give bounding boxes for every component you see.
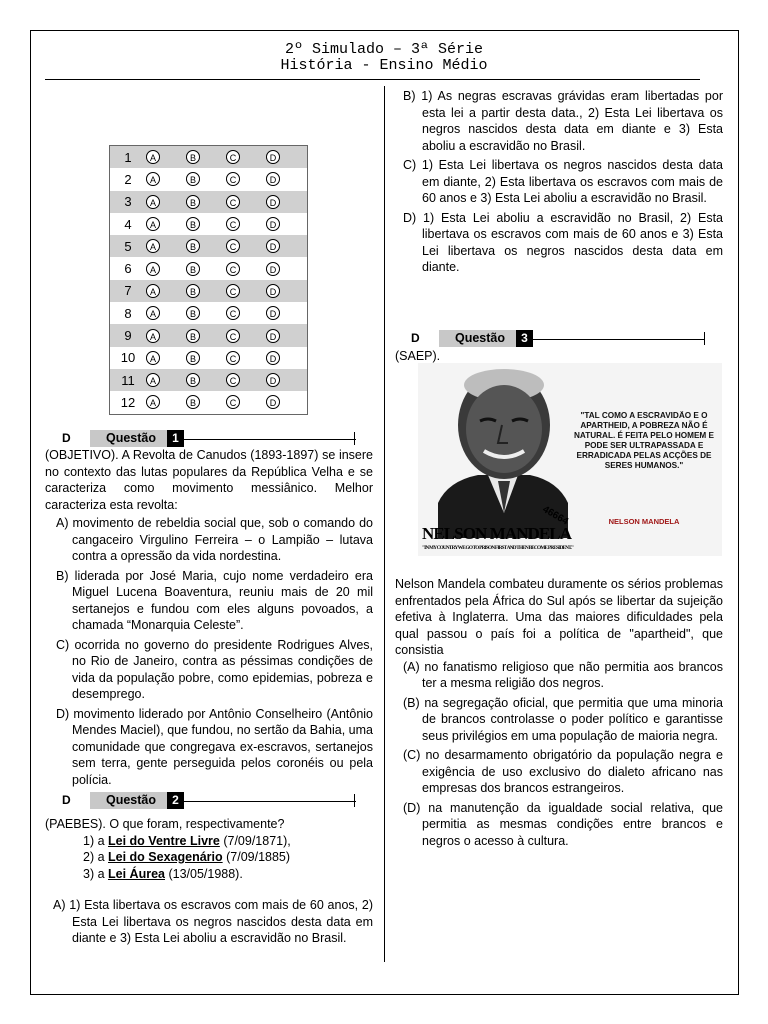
- question-2-option-a[interactable]: A) 1) Esta libertava os escravos com mais de 60 anos, 2) Esta Lei libertava os negros nascidos desta data em diante e 3) Esta Lei aboliu a escravidão no Brasil.: [53, 898, 373, 945]
- answer-bubble-c[interactable]: C: [226, 373, 240, 387]
- answer-bubble-a[interactable]: A: [146, 239, 160, 253]
- question-1-option-d[interactable]: D) movimento liderado por Antônio Conselheiro (Antônio Mendes Maciel), que fundou, no sertão da Bahia, uma comunidade que congregava ex-escravos, sertanejos sem terra, gente perseguida pelos coronéis ou pela polícia.: [56, 706, 373, 787]
- answer-bubble-b[interactable]: B: [186, 150, 200, 164]
- answer-bubble-d[interactable]: D: [266, 150, 280, 164]
- answer-row: [110, 391, 307, 413]
- answer-bubble-c[interactable]: C: [226, 284, 240, 298]
- answer-row: [110, 191, 307, 213]
- answer-bubble-b[interactable]: B: [186, 351, 200, 365]
- answer-bubble-d[interactable]: D: [266, 195, 280, 209]
- answer-bubble-b[interactable]: B: [186, 306, 200, 320]
- question-1: [45, 447, 373, 791]
- answer-bubble-b[interactable]: B: [186, 329, 200, 343]
- answer-bubble-c[interactable]: C: [226, 217, 240, 231]
- answer-bubble-c[interactable]: C: [226, 329, 240, 343]
- answer-bubble-c[interactable]: C: [226, 351, 240, 365]
- answer-bubble-b[interactable]: B: [186, 373, 200, 387]
- question-3-option-a[interactable]: (A) no fanatismo religioso que não permitia aos brancos ter a mesma religião dos negros.: [403, 659, 723, 690]
- header-tick: [354, 432, 355, 445]
- header-line: [184, 439, 356, 440]
- answer-row: [110, 146, 307, 168]
- answer-bubble-c[interactable]: C: [226, 172, 240, 186]
- answer-row-number: 4: [124, 216, 132, 232]
- question-2-option-c[interactable]: C) 1) Esta Lei libertava os negros nascidos desta data em diante, 2) Esta libertava os escravos com mais de 60 anos e 3) Esta Lei aboliu a escravidão no Brasil.: [403, 158, 723, 205]
- answer-bubble-b[interactable]: B: [186, 217, 200, 231]
- mandela-motto: "IN MY COUNTRY WE GO TO PRISON FIRST AND THEN BECOME PRESIDENT.": [422, 545, 574, 551]
- question-label: Questão: [90, 792, 168, 809]
- answer-row-number: 12: [120, 394, 136, 410]
- answer-row: [110, 168, 307, 190]
- answer-row-number: 3: [124, 194, 132, 210]
- question-label: Questão: [439, 330, 517, 347]
- answer-bubble-c[interactable]: C: [226, 306, 240, 320]
- answer-bubble-d[interactable]: D: [266, 217, 280, 231]
- answer-bubble-d[interactable]: D: [266, 284, 280, 298]
- header-tick: [354, 794, 355, 807]
- mandela-quote: "TAL COMO A ESCRAVIDÃO E O APARTHEID, A POBREZA NÃO É NATURAL. É FEITA PELO HOMEM E PODE SER ULTRAPASSADA E ERRADICADA PELAS ACÇÕES DE SERES HUMANOS.": [574, 411, 714, 470]
- answer-bubble-a[interactable]: A: [146, 284, 160, 298]
- answer-row: [110, 235, 307, 257]
- question-2-option-d[interactable]: D) 1) Esta Lei aboliu a escravidão no Brasil, 2) Esta libertava os escravos com mais de 60 anos e 3) Esta Lei libertava os negros nascidos desta data em diante.: [403, 210, 723, 274]
- answer-row-number: 8: [124, 305, 132, 321]
- header-subtitle: História - Ensino Médio: [280, 57, 488, 74]
- header-tick: [704, 332, 705, 345]
- answer-bubble-b[interactable]: B: [186, 262, 200, 276]
- answer-row: [110, 324, 307, 346]
- law-2: 2) a Lei do Sexagenário (7/09/1885): [83, 850, 291, 864]
- question-1-option-b[interactable]: B) liderada por José Maria, cujo nome verdadeiro era Miguel Lucena Boaventura, reuniu mais de 20 mil sertanejos e fundou com eles alguns povoados, a chamada “Monarquia Celeste”.: [56, 568, 373, 632]
- law-1: 1) a Lei do Ventre Livre (7/09/1871),: [83, 833, 291, 848]
- answer-bubble-c[interactable]: C: [226, 239, 240, 253]
- question-2-option-b[interactable]: B) 1) As negras escravas grávidas eram libertadas por esta lei a partir desta data., 2) Esta Lei libertava os negros nascidos desta data em diante e 3) Esta aboliu a escravidão no Brasil.: [403, 89, 723, 153]
- question-3-option-c[interactable]: (C) no desarmamento obrigatório da população negra e exigência de uso exclusivo do dialeto africano nas empresas dos brancos estrangeiros.: [403, 748, 723, 795]
- answer-bubble-a[interactable]: A: [146, 172, 160, 186]
- answer-bubble-a[interactable]: A: [146, 395, 160, 409]
- answer-bubble-d[interactable]: D: [266, 329, 280, 343]
- question-2-options-right: [395, 88, 723, 279]
- answer-bubble-b[interactable]: B: [186, 239, 200, 253]
- answer-bubble-a[interactable]: A: [146, 217, 160, 231]
- header-line: [184, 801, 356, 802]
- question-2-header: [62, 792, 358, 810]
- question-3: [395, 576, 723, 852]
- question-3-header: [411, 330, 707, 348]
- question-1-option-a[interactable]: A) movimento de rebeldia social que, sob o comando do cangaceiro Virgulino Ferreira – o Lampião – lutava contra a opressão da vida nordestina.: [56, 516, 373, 563]
- header-title: 2º Simulado – 3ª Série: [284, 41, 484, 58]
- question-1-header: [62, 430, 358, 448]
- answer-row-number: 5: [124, 238, 132, 254]
- header-line: [533, 339, 705, 340]
- answer-bubble-d[interactable]: D: [266, 351, 280, 365]
- question-2: [45, 816, 373, 882]
- answer-row-number: 1: [124, 149, 132, 165]
- answer-bubble-a[interactable]: A: [146, 195, 160, 209]
- answer-bubble-d[interactable]: D: [266, 395, 280, 409]
- answer-bubble-d[interactable]: D: [266, 172, 280, 186]
- question-number: 1: [167, 430, 184, 447]
- question-1-stem: (OBJETIVO). A Revolta de Canudos (1893-1897) se insere no contexto das lutas populares da República Velha e se caracteriza como movimento messiânico. Melhor caracteriza esta revolta:: [45, 448, 373, 512]
- answer-bubble-a[interactable]: A: [146, 373, 160, 387]
- question-number: 2: [167, 792, 184, 809]
- answer-row-number: 10: [120, 350, 136, 366]
- answer-bubble-b[interactable]: B: [186, 195, 200, 209]
- question-1-option-c[interactable]: C) ocorrida no governo do presidente Rodrigues Alves, no Rio de Janeiro, contra as péssimas condições de vida da população pobre, como epidemias, pobreza e desemprego.: [56, 637, 373, 701]
- answer-bubble-b[interactable]: B: [186, 395, 200, 409]
- answer-bubble-a[interactable]: A: [146, 150, 160, 164]
- header-rule: [45, 79, 700, 80]
- answer-bubble-a[interactable]: A: [146, 262, 160, 276]
- answer-bubble-a[interactable]: A: [146, 329, 160, 343]
- question-label: Questão: [90, 430, 168, 447]
- question-2-stem: (PAEBES). O que foram, respectivamente?: [45, 817, 285, 831]
- answer-bubble-c[interactable]: C: [226, 262, 240, 276]
- answer-row: [110, 369, 307, 391]
- answer-bubble-d[interactable]: D: [266, 239, 280, 253]
- law-3: 3) a Lei Áurea (13/05/1988).: [83, 866, 243, 881]
- column-divider: [384, 86, 385, 962]
- question-3-option-d[interactable]: (D) na manutenção da igualdade social relativa, que permitia as mesmas condições entre brancos e negros o acesso à cultura.: [403, 800, 723, 848]
- question-letter: D: [62, 793, 71, 807]
- answer-row-number: 7: [124, 283, 132, 299]
- question-letter: D: [411, 331, 420, 345]
- answer-row: [110, 257, 307, 279]
- answer-bubble-c[interactable]: C: [226, 150, 240, 164]
- answer-row-number: 11: [121, 372, 135, 388]
- answer-bubble-d[interactable]: D: [266, 306, 280, 320]
- answer-bubble-b[interactable]: B: [186, 172, 200, 186]
- question-3-source: (SAEP).: [395, 349, 441, 363]
- answer-sheet-grid: [109, 145, 308, 415]
- answer-bubble-b[interactable]: B: [186, 284, 200, 298]
- answer-row: [110, 302, 307, 324]
- answer-bubble-d[interactable]: D: [266, 373, 280, 387]
- question-number: 3: [516, 330, 533, 347]
- answer-bubble-c[interactable]: C: [226, 395, 240, 409]
- answer-row-number: 9: [124, 328, 132, 344]
- question-3-stem: Nelson Mandela combateu duramente os sérios problemas enfrentados pela África do Sul após se libertar da sujeição efetiva à Inglaterra. Uma das maiores dificuldades pela qual passou o país foi a política de "apartheid", que consistia: [395, 577, 723, 657]
- prison-number: 46664: [540, 504, 571, 528]
- answer-bubble-a[interactable]: A: [146, 351, 160, 365]
- question-3-option-b[interactable]: (B) na segregação oficial, que permitia que uma minoria de brancos controlasse o poder político e garantisse seus privilégios em uma população de maioria negra.: [403, 695, 723, 743]
- answer-bubble-c[interactable]: C: [226, 195, 240, 209]
- answer-bubble-a[interactable]: A: [146, 306, 160, 320]
- answer-row-number: 2: [124, 171, 132, 187]
- answer-row: [110, 280, 307, 302]
- answer-row-number: 6: [124, 261, 132, 277]
- question-2-options-left: [45, 897, 373, 950]
- answer-bubble-d[interactable]: D: [266, 262, 280, 276]
- mandela-big-name: NELSON MANDELA: [422, 524, 572, 543]
- question-letter: D: [62, 431, 71, 445]
- answer-row: [110, 213, 307, 235]
- quote-author: NELSON MANDELA: [608, 517, 680, 526]
- answer-row: [110, 347, 307, 369]
- nelson-mandela-image: [418, 363, 722, 556]
